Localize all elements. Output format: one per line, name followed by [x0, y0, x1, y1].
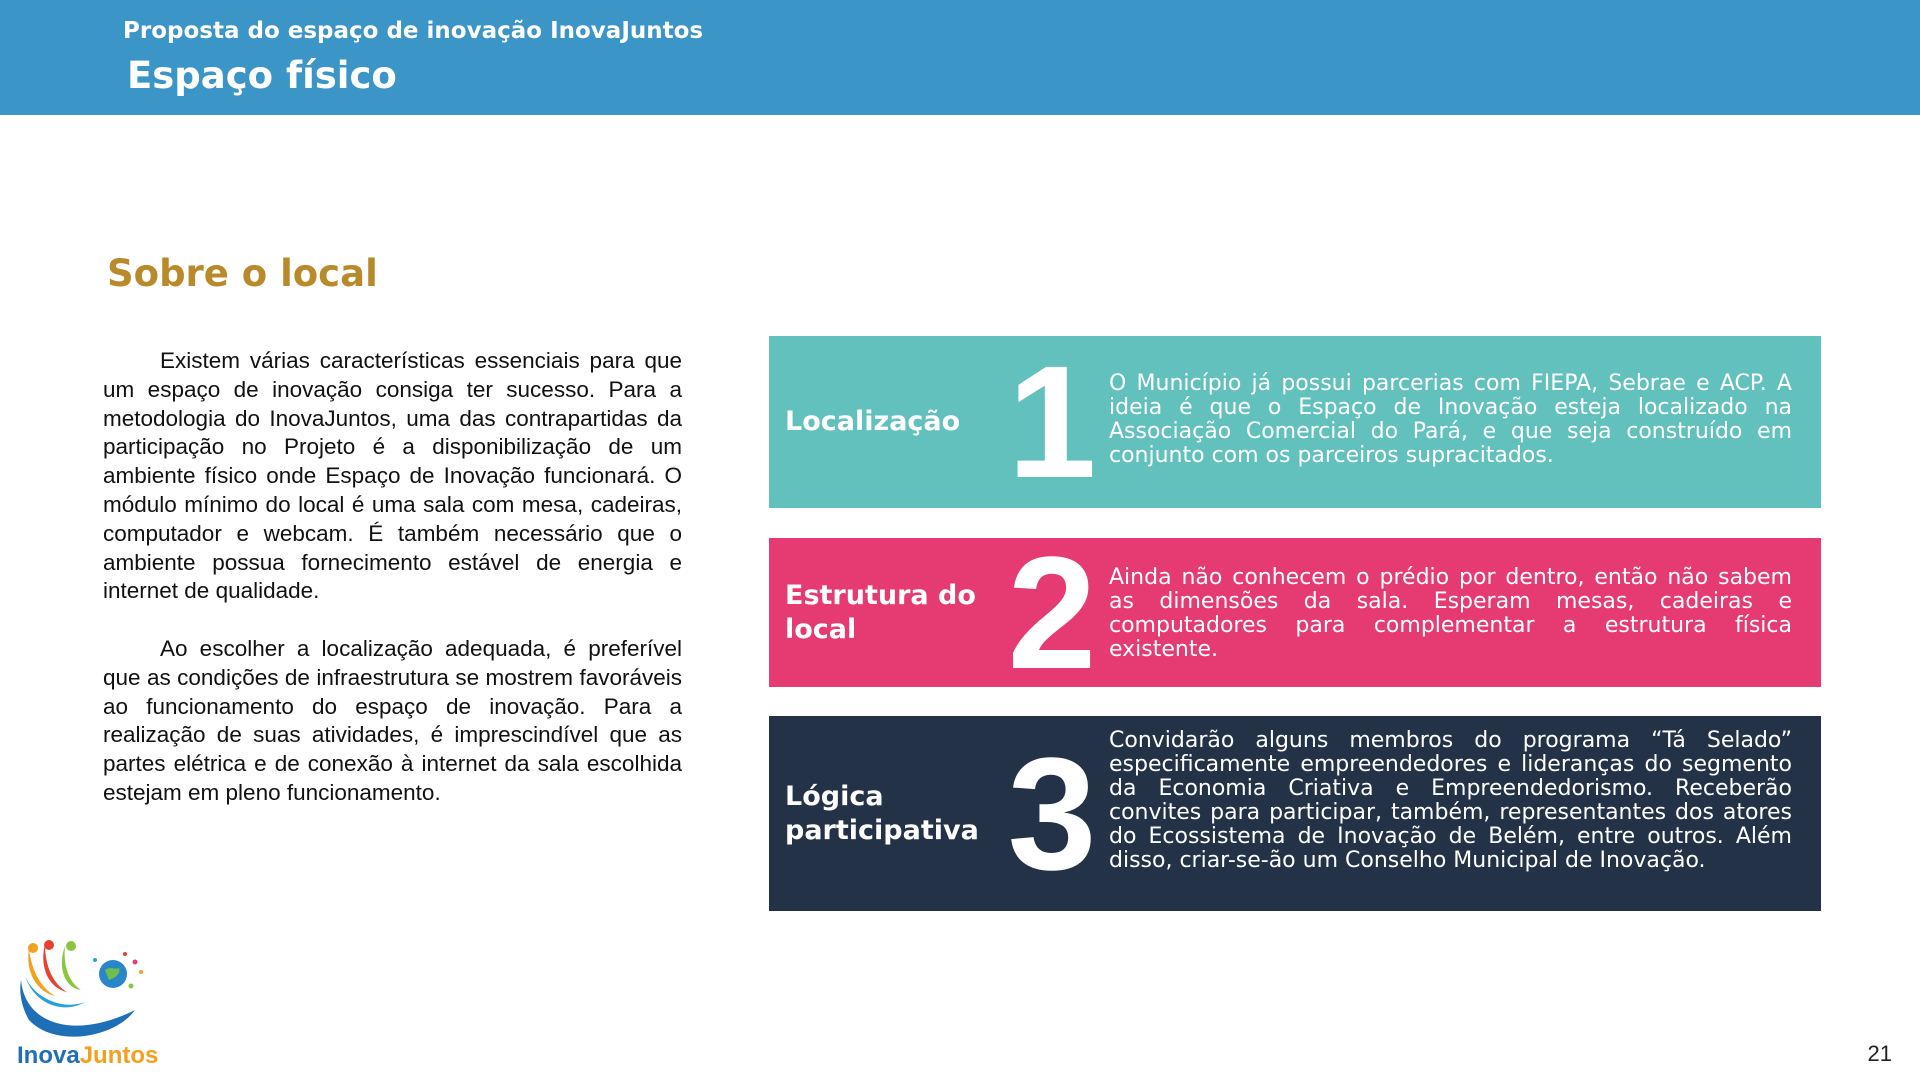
card-number: 3 — [1007, 723, 1091, 903]
card-text: Convidarão alguns membros do programa “Tá Selado” especificamente empreendedores e lideranças do segmento da Economia Criativa e Empreendedorismo. Receberão convites para participar, também, representantes dos atores do Ecossistema de Inovação de Belém, entre outros. Além disso, criar-se-ão um Conselho Municipal de Inovação. — [1109, 728, 1792, 873]
body-paragraph: Ao escolher a localização adequada, é preferível que as condições de infraestrutura se mostrem favoráveis ao funcionamento do espaço de inovação. Para a realização de suas atividades, é imprescindível que as partes elétrica e de conexão à internet da sala escolhida estejam em pleno funcionamento. — [103, 635, 682, 805]
card-number: 1 — [1007, 332, 1091, 511]
svg-text:InovaJuntos — [17, 1042, 158, 1068]
card-estrutura-do-local — [769, 522, 1821, 702]
header-bar — [0, 0, 1920, 115]
card-label: Lógica participativa — [785, 780, 979, 846]
header-kicker: Proposta do espaço de inovação InovaJuntos — [123, 18, 704, 44]
card-text: O Município já possui parcerias com FIEPA, Sebrae e ACP. A ideia é que o Espaço de Inovação esteja localizado na Associação Comercial do Pará, e que seja construído em conjunto com os parceiros supracitados. — [1109, 371, 1792, 468]
page-title: Espaço físico — [127, 54, 397, 97]
card-label: Localização — [785, 406, 961, 437]
logo-text-inova: Inova — [17, 1042, 80, 1068]
card-text: Ainda não conhecem o prédio por dentro, então não sabem as dimensões da sala. Esperam mesas, cadeiras e computadores para complementar a estrutura física existente. — [1109, 565, 1792, 662]
card-logica-participativa — [769, 716, 1821, 911]
card-number: 2 — [1007, 522, 1091, 702]
card-localizacao — [769, 332, 1821, 511]
body-paragraph: Existem várias características essenciais para que um espaço de inovação consiga ter sucesso. Para a metodologia do InovaJuntos, uma das contrapartidas da participação no Projeto é a disponibilização de um ambiente físico onde Espaço de Inovação funcionará. O módulo mínimo do local é uma sala com mesa, cadeiras, computador e webcam. É também necessário que o ambiente possua fornecimento estável de energia e internet de qualidade. — [103, 348, 682, 604]
card-label: Estrutura do local — [785, 579, 976, 645]
body-text — [103, 347, 682, 808]
page-number: 21 — [1867, 1041, 1892, 1066]
inovajuntos-logo — [15, 940, 165, 1068]
logo-text-juntos: Juntos — [79, 1042, 159, 1068]
logo-graphic-icon — [15, 940, 165, 1068]
section-title: Sobre o local — [107, 252, 378, 295]
